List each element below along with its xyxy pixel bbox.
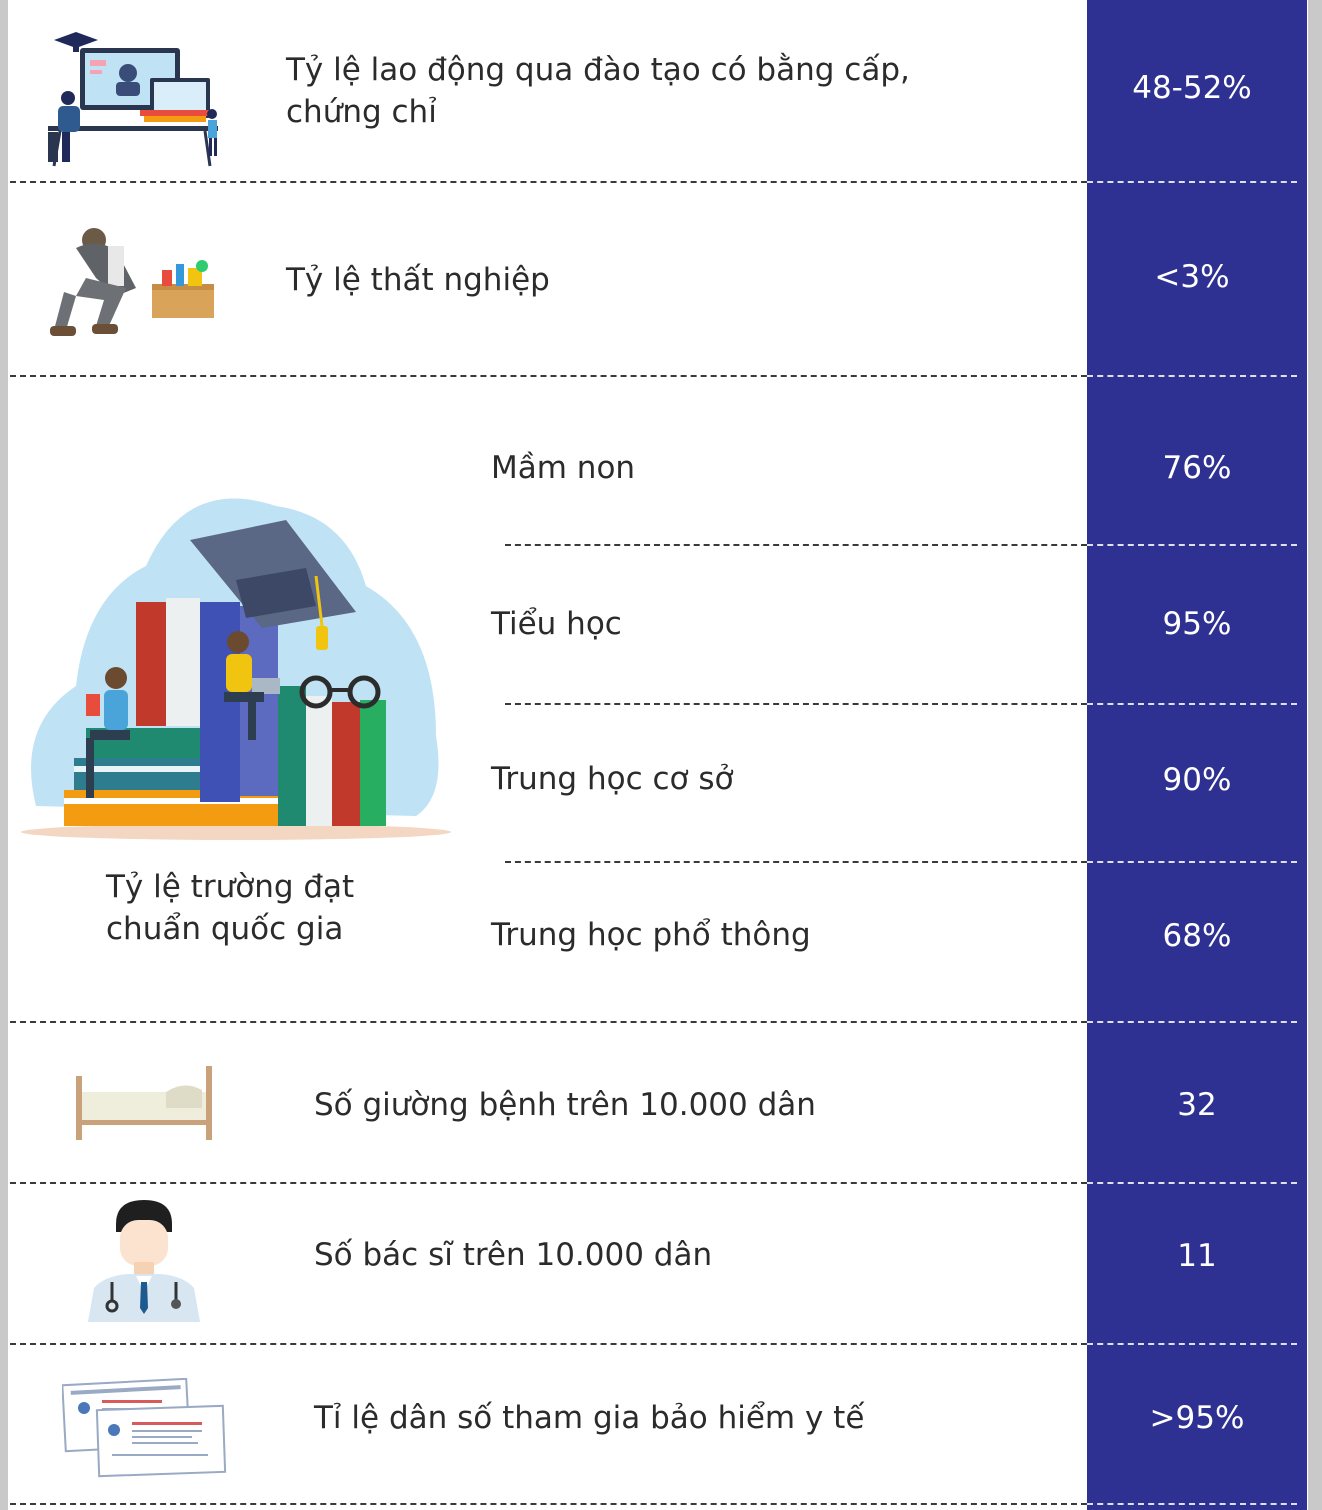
schools-label: Tỷ lệ trường đạt chuẩn quốc gia	[106, 869, 355, 947]
hospital-beds-value: 32	[1177, 1087, 1217, 1123]
level-lower-secondary-value: 90%	[1162, 762, 1232, 798]
divider	[1087, 375, 1297, 377]
doctor-icon	[84, 1196, 204, 1322]
insurance-value: >95%	[1149, 1400, 1245, 1436]
divider	[505, 861, 1087, 863]
divider	[10, 1343, 1087, 1345]
unemployment-value: <3%	[1154, 259, 1230, 295]
divider	[1087, 1343, 1297, 1345]
level-preschool-label: Mầm non	[491, 450, 636, 486]
books-graduation-icon	[16, 476, 456, 840]
divider	[10, 181, 1087, 183]
online-learning-icon	[40, 28, 230, 170]
divider	[1087, 181, 1297, 183]
right-border	[1308, 0, 1322, 1510]
hospital-bed-icon	[74, 1064, 214, 1142]
doctors-label: Số bác sĩ trên 10.000 dân	[314, 1237, 713, 1273]
hospital-beds-label: Số giường bệnh trên 10.000 dân	[314, 1087, 816, 1123]
value-column	[1087, 0, 1307, 1510]
divider	[10, 1021, 1087, 1023]
health-insurance-card-icon	[62, 1378, 228, 1478]
divider	[505, 703, 1087, 705]
level-primary-label: Tiểu học	[491, 606, 622, 642]
doctors-value: 11	[1177, 1238, 1217, 1274]
trained-labour-label: Tỷ lệ lao động qua đào tạo có bằng cấp, chứng chỉ	[286, 52, 910, 130]
level-lower-secondary-label: Trung học cơ sở	[491, 761, 734, 797]
divider	[10, 375, 1087, 377]
level-preschool-value: 76%	[1162, 450, 1232, 486]
divider	[10, 1503, 1087, 1505]
unemployed-person-icon	[46, 218, 221, 340]
insurance-label: Tỉ lệ dân số tham gia bảo hiểm y tế	[314, 1400, 865, 1436]
trained-labour-value: 48-52%	[1132, 70, 1252, 106]
divider	[1087, 861, 1297, 863]
unemployment-label: Tỷ lệ thất nghiệp	[286, 262, 550, 298]
left-border	[0, 0, 8, 1510]
level-primary-value: 95%	[1162, 606, 1232, 642]
level-upper-secondary-value: 68%	[1162, 918, 1232, 954]
level-upper-secondary-label: Trung học phổ thông	[491, 917, 811, 953]
divider	[1087, 1182, 1297, 1184]
divider	[10, 1182, 1087, 1184]
divider	[1087, 703, 1297, 705]
divider	[1087, 1503, 1297, 1505]
divider	[505, 544, 1087, 546]
divider	[1087, 544, 1297, 546]
divider	[1087, 1021, 1297, 1023]
